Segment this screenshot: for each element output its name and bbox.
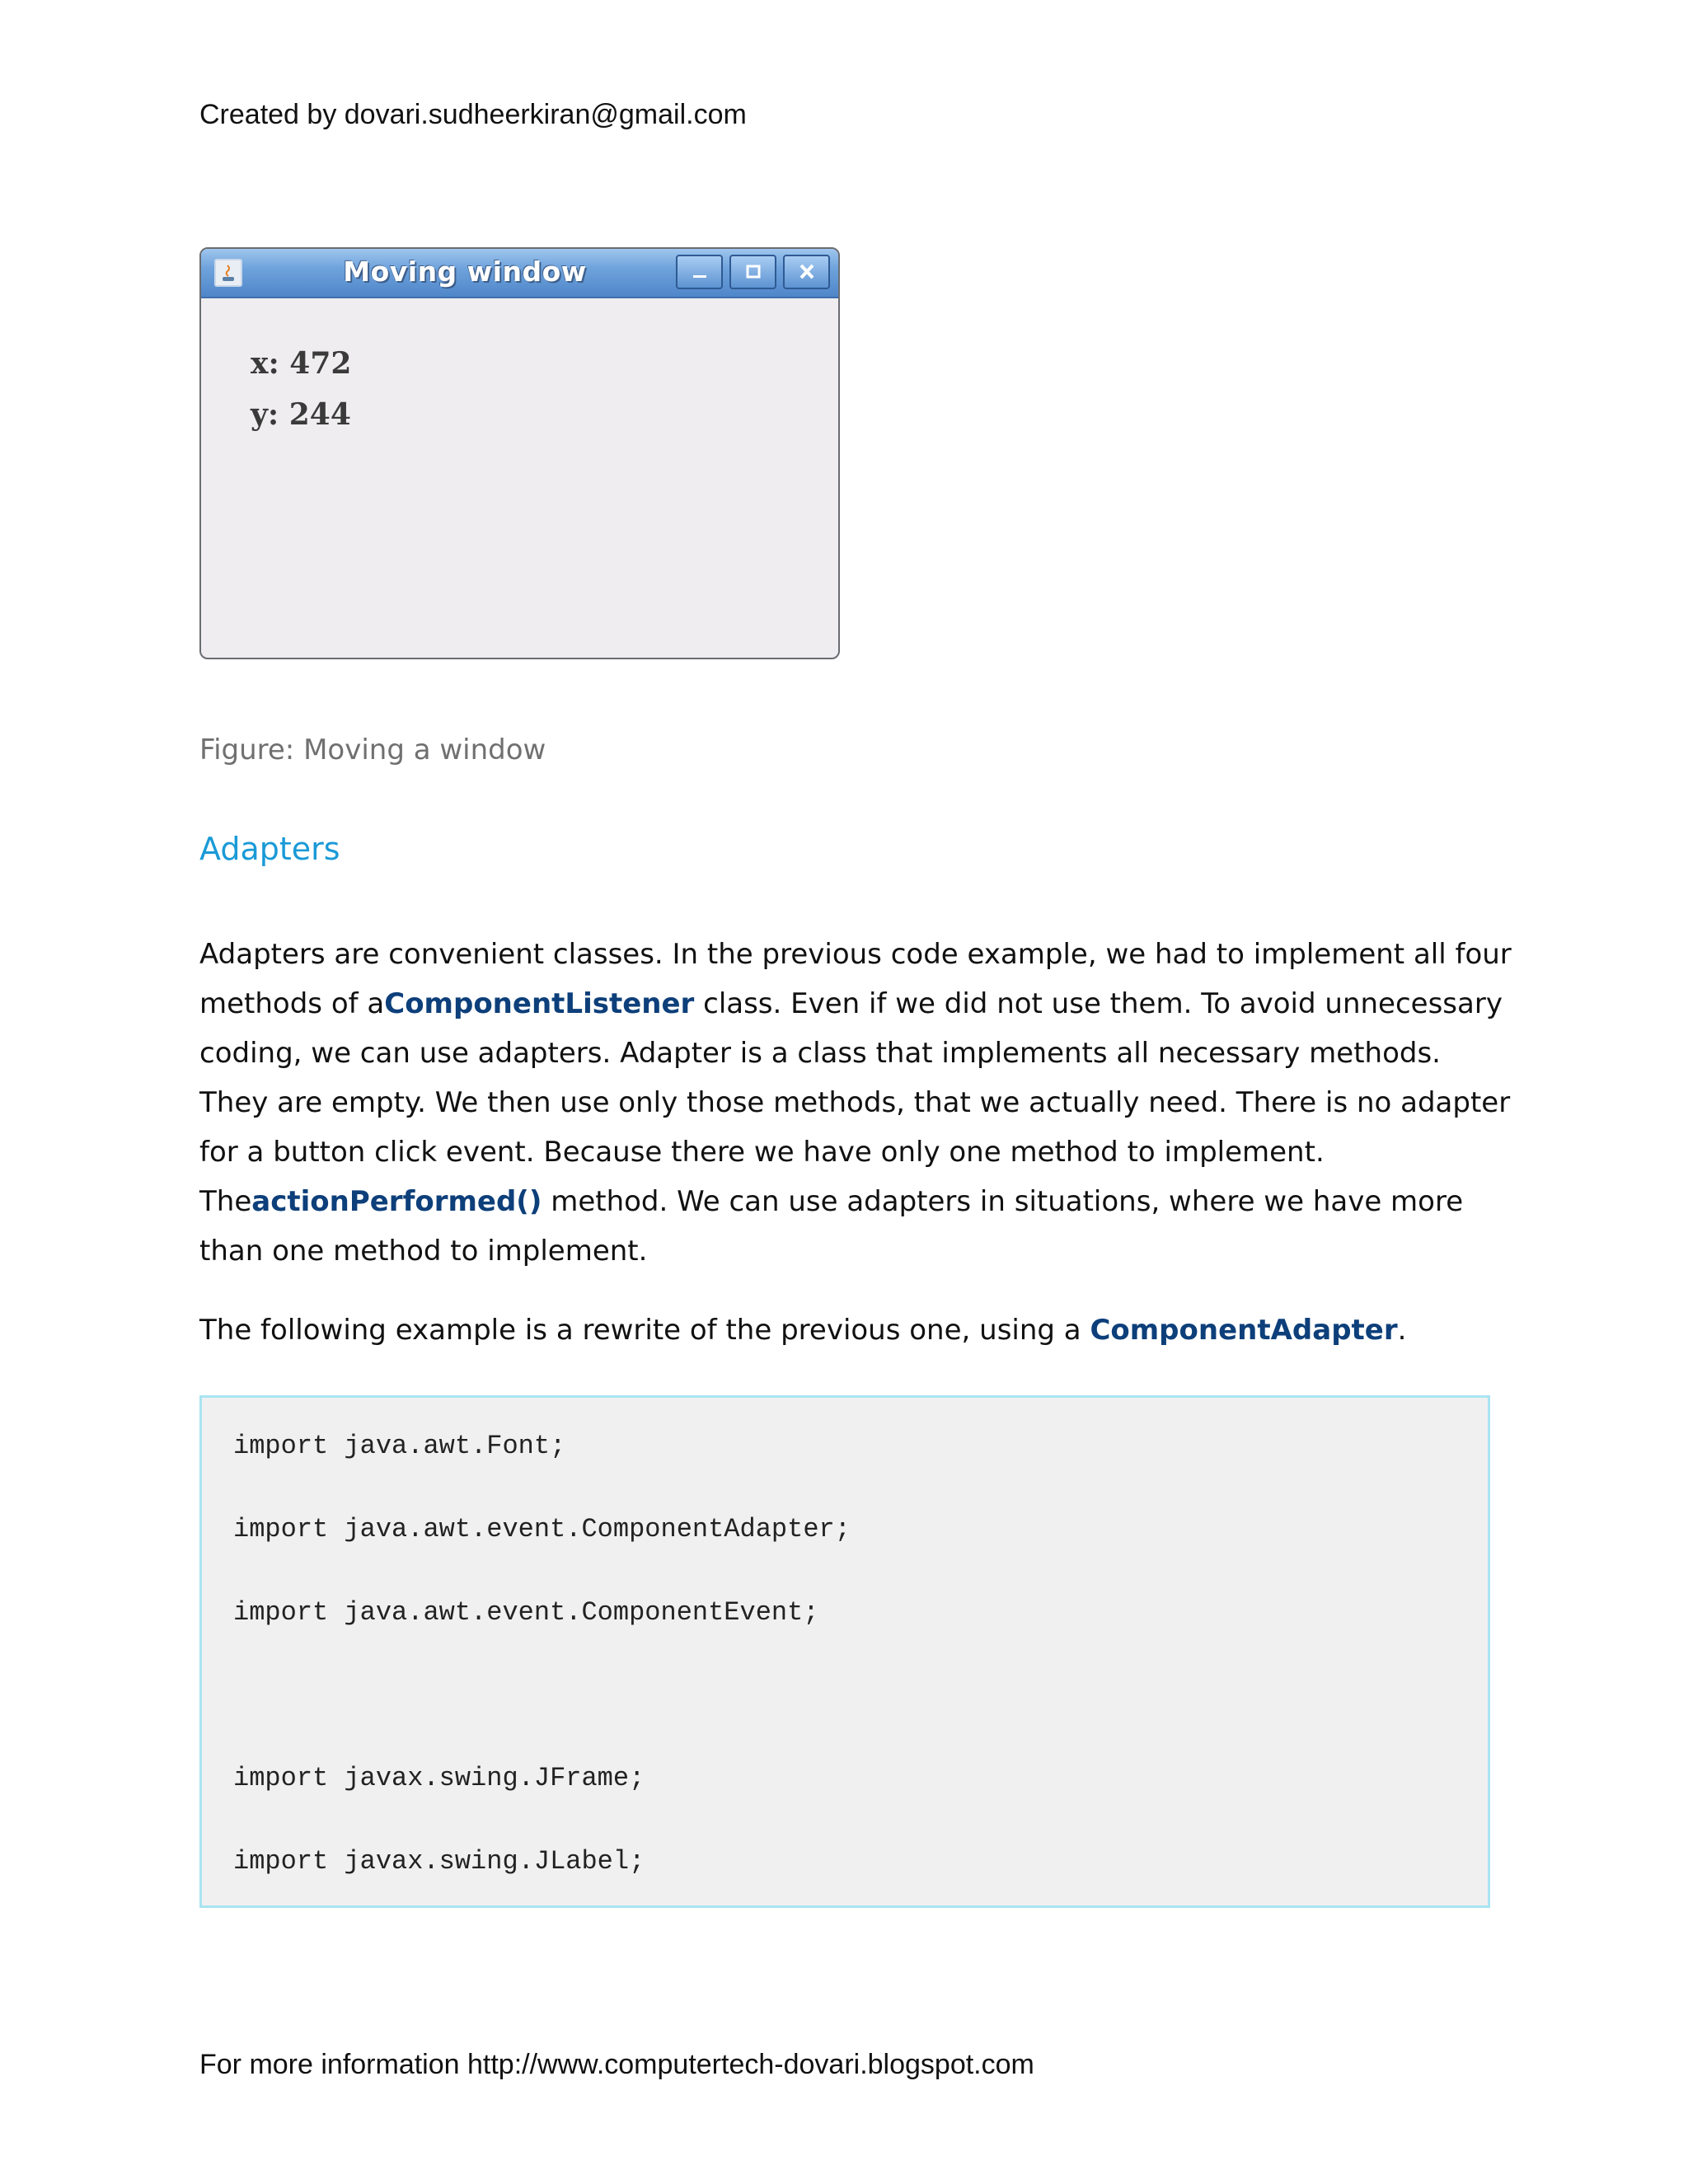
close-icon [783,255,830,289]
code-line: import java.awt.Font; [233,1431,566,1461]
maximize-icon [729,255,776,289]
paragraph-text: Adapters are convenient classes. In the previous code example, we had to implement all four methods of a [199,938,1512,1020]
page-footer-link: For more information http://www.computertech-dovari.blogspot.com [199,2049,1034,2080]
code-reference: ComponentAdapter [1090,1314,1398,1347]
code-line: import java.awt.event.ComponentAdapter; [233,1514,851,1544]
java-window-screenshot [199,247,840,659]
paragraph-text: method. We can use adapters in situations, where we have more than one method to implement. [199,1185,1464,1268]
paragraph-text: The following example is a rewrite of the previous one, using a [199,1314,1090,1347]
page-header-author: Created by dovari.sudheerkiran@gmail.com [199,99,747,130]
code-line: import java.awt.event.ComponentEvent; [233,1597,819,1628]
code-block [199,1395,1490,1908]
window-title: Moving window [343,255,587,288]
body-paragraph [199,930,1518,1276]
minimize-icon [676,255,723,289]
paragraph-text: . [1397,1314,1407,1347]
code-line: import javax.swing.JFrame; [233,1763,645,1793]
y-coordinate-label: y: 244 [251,397,351,432]
code-reference: actionPerformed() [251,1185,542,1218]
window-titlebar [201,249,838,298]
code-line: import javax.swing.JLabel; [233,1846,645,1877]
section-heading: Adapters [199,831,340,867]
code-reference: ComponentListener [384,987,695,1020]
body-paragraph [199,1305,1518,1355]
paragraph-text: class. Even if we did not use them. To avoid unnecessary coding, we can use adapters. Adapter is a class that implements all necessary methods. They are empty. We then use only those methods, that we actually need. There is no adapter for a button click event. Because there we have only one method to implement. The [199,987,1511,1218]
figure-caption: Figure: Moving a window [199,733,546,766]
x-coordinate-label: x: 472 [251,346,352,381]
